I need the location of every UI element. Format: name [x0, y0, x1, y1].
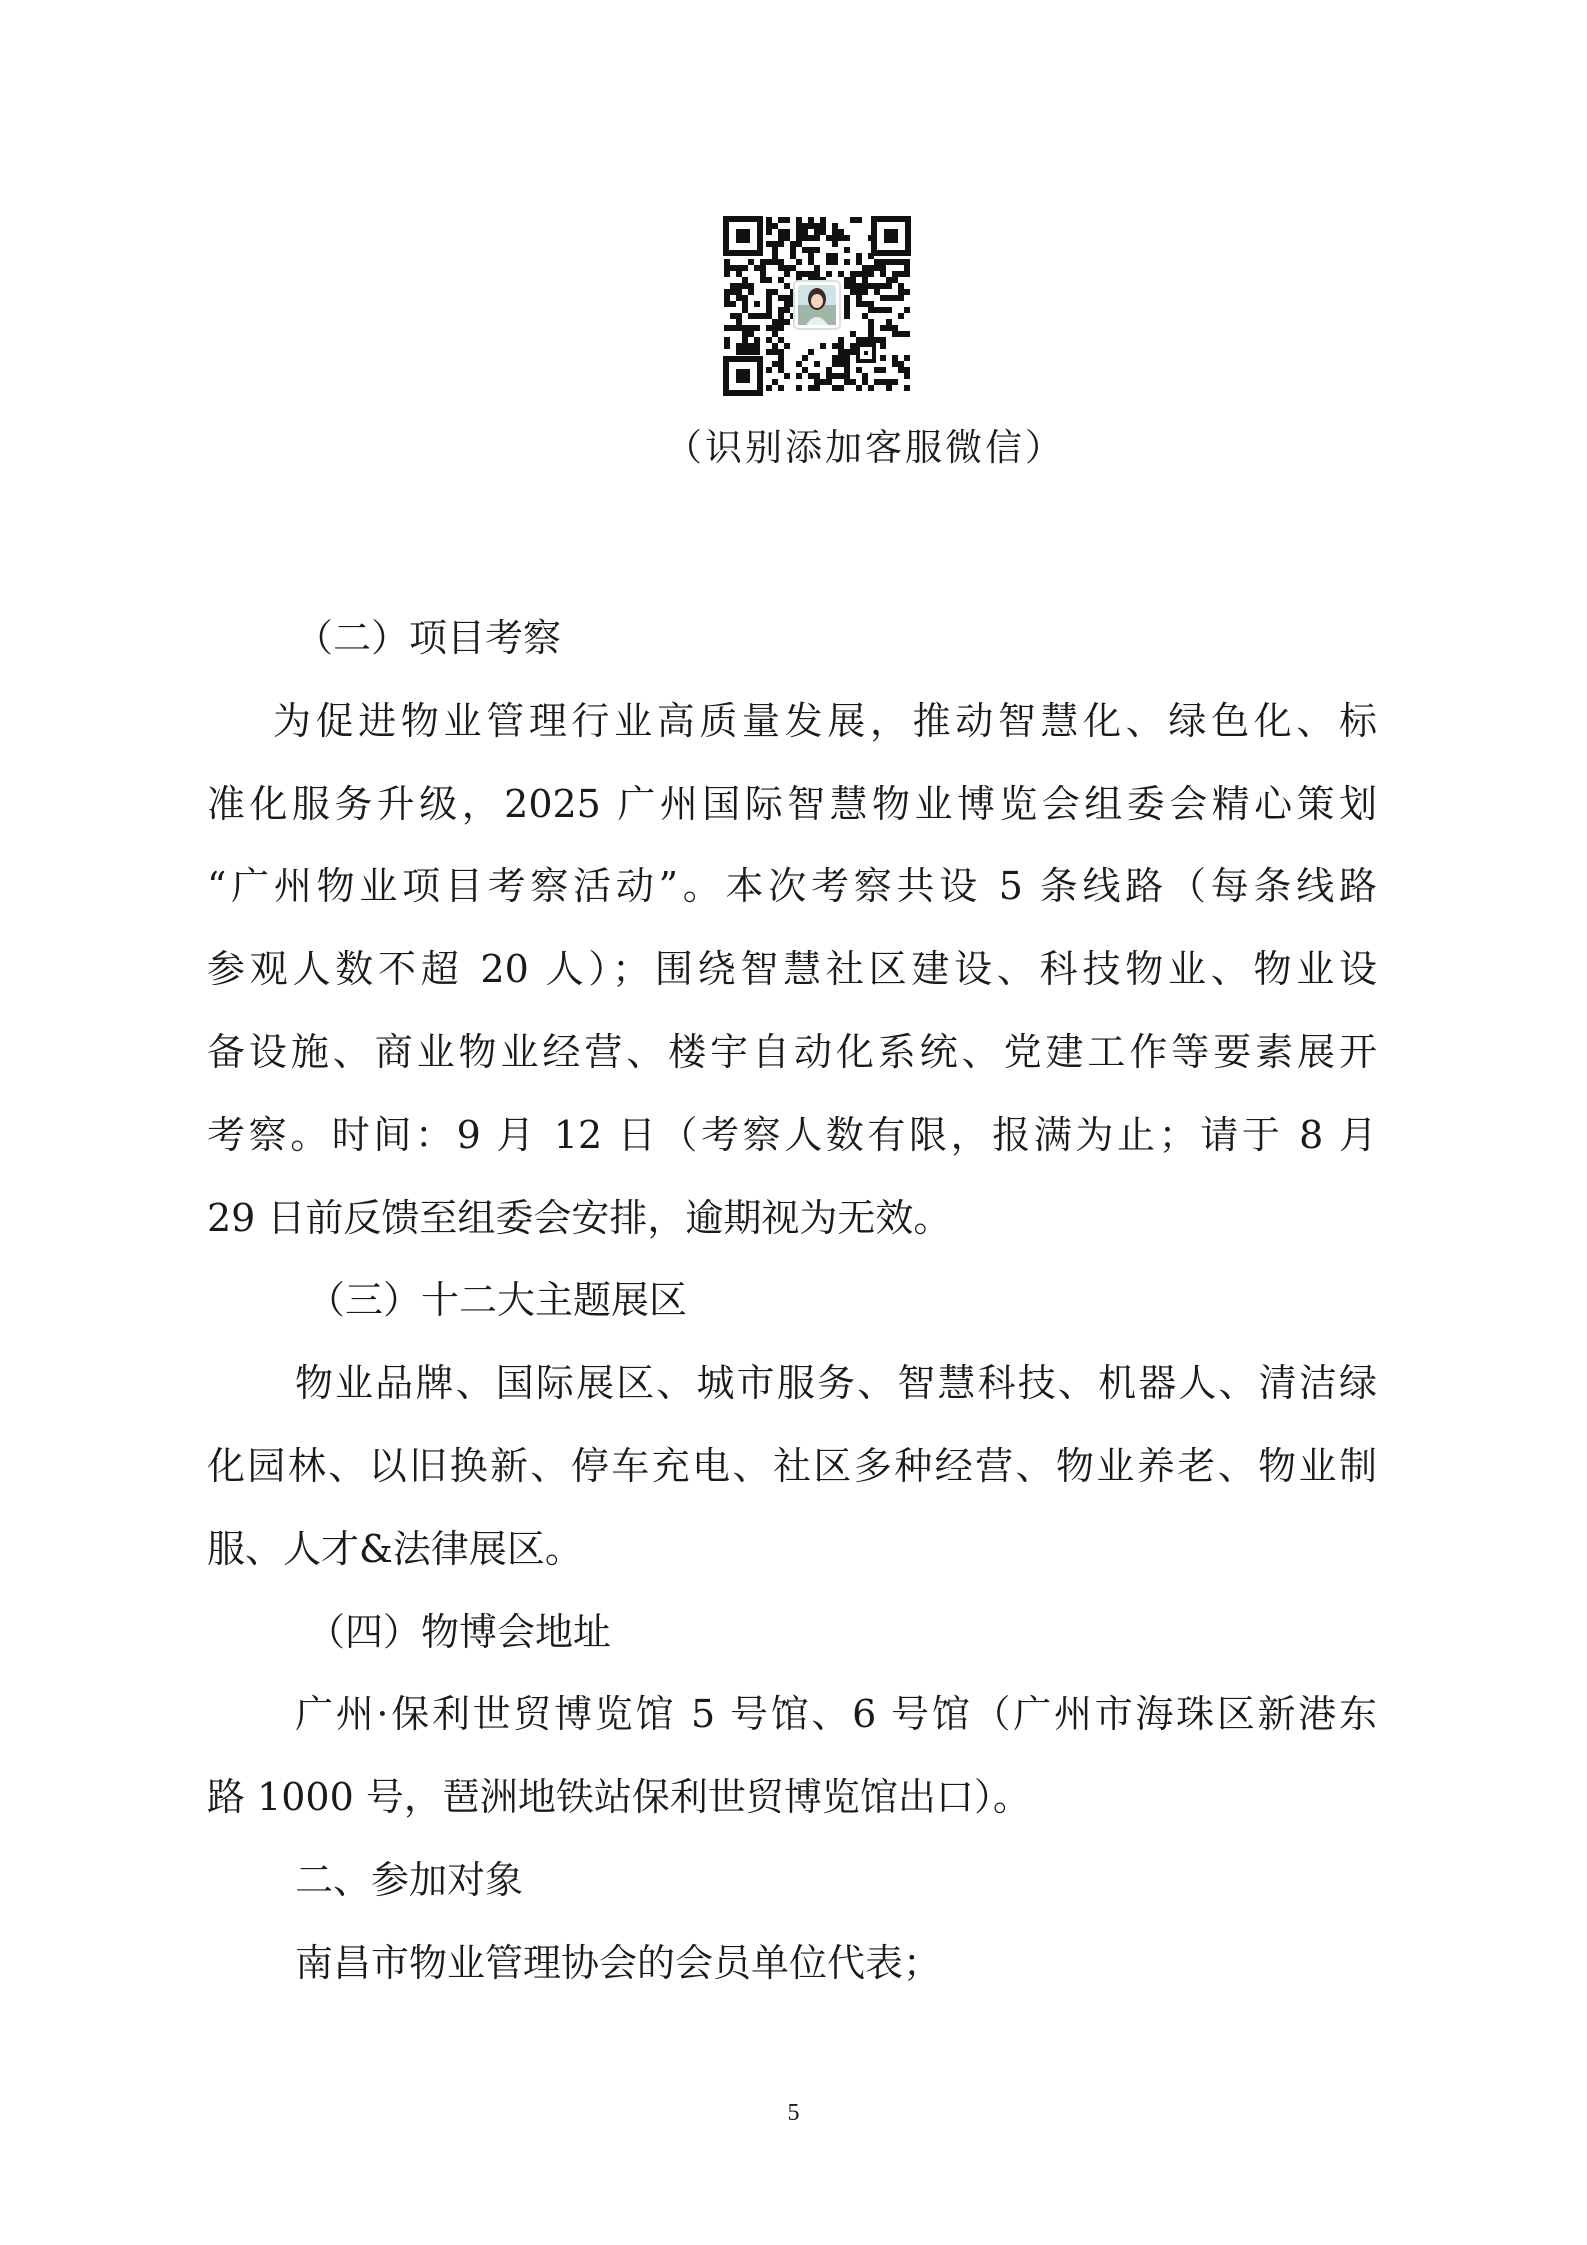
section-heading-participants: 二、参加对象 [295, 1857, 524, 1902]
paragraph-line-end: 服、人才&法律展区。 [207, 1526, 583, 1571]
paragraph-line-end: 南昌市物业管理协会的会员单位代表； [295, 1940, 942, 1985]
qr-code-image [720, 213, 914, 399]
paragraph-line-end: 29 日前反馈至组委会安排，逾期视为无效。 [207, 1195, 952, 1240]
wechat-qr-code[interactable] [720, 213, 914, 399]
section-heading-project-inspection: （二）项目考察 [295, 616, 562, 660]
qr-caption: （识别添加客服微信） [665, 426, 1065, 469]
paragraph-line: 广州·保利世贸博览馆 5 号馆、6 号馆（广州市海珠区新港东 [295, 1692, 1377, 1737]
paragraph-line: 为促进物业管理行业高质量发展，推动智慧化、绿色化、标 [273, 698, 1377, 743]
section-heading-expo-address: （四）物博会地址 [307, 1609, 612, 1654]
qr-center-avatar [794, 281, 840, 329]
document-body [207, 597, 1387, 2005]
paragraph-line-end: 路 1000 号，琶洲地铁站保利世贸博览馆出口）。 [207, 1775, 1031, 1820]
page-number: 5 [787, 2100, 800, 2126]
paragraph-line: 考察。时间：9 月 12 日（考察人数有限，报满为止；请于 8 月 [207, 1112, 1377, 1157]
paragraph-line: 备设施、商业物业经营、楼宇自动化系统、党建工作等要素展开 [207, 1029, 1377, 1074]
paragraph-line: 参观人数不超 20 人）；围绕智慧社区建设、科技物业、物业设 [207, 947, 1377, 992]
section-heading-theme-areas: （三）十二大主题展区 [307, 1278, 688, 1323]
paragraph-line: 准化服务升级，2025 广州国际智慧物业博览会组委会精心策划 [207, 781, 1377, 826]
paragraph-line: “广州物业项目考察活动”。本次考察共设 5 条线路（每条线路 [207, 864, 1377, 909]
paragraph-line: 化园林、以旧换新、停车充电、社区多种经营、物业养老、物业制 [207, 1443, 1377, 1488]
paragraph-line: 物业品牌、国际展区、城市服务、智慧科技、机器人、清洁绿 [295, 1361, 1377, 1406]
